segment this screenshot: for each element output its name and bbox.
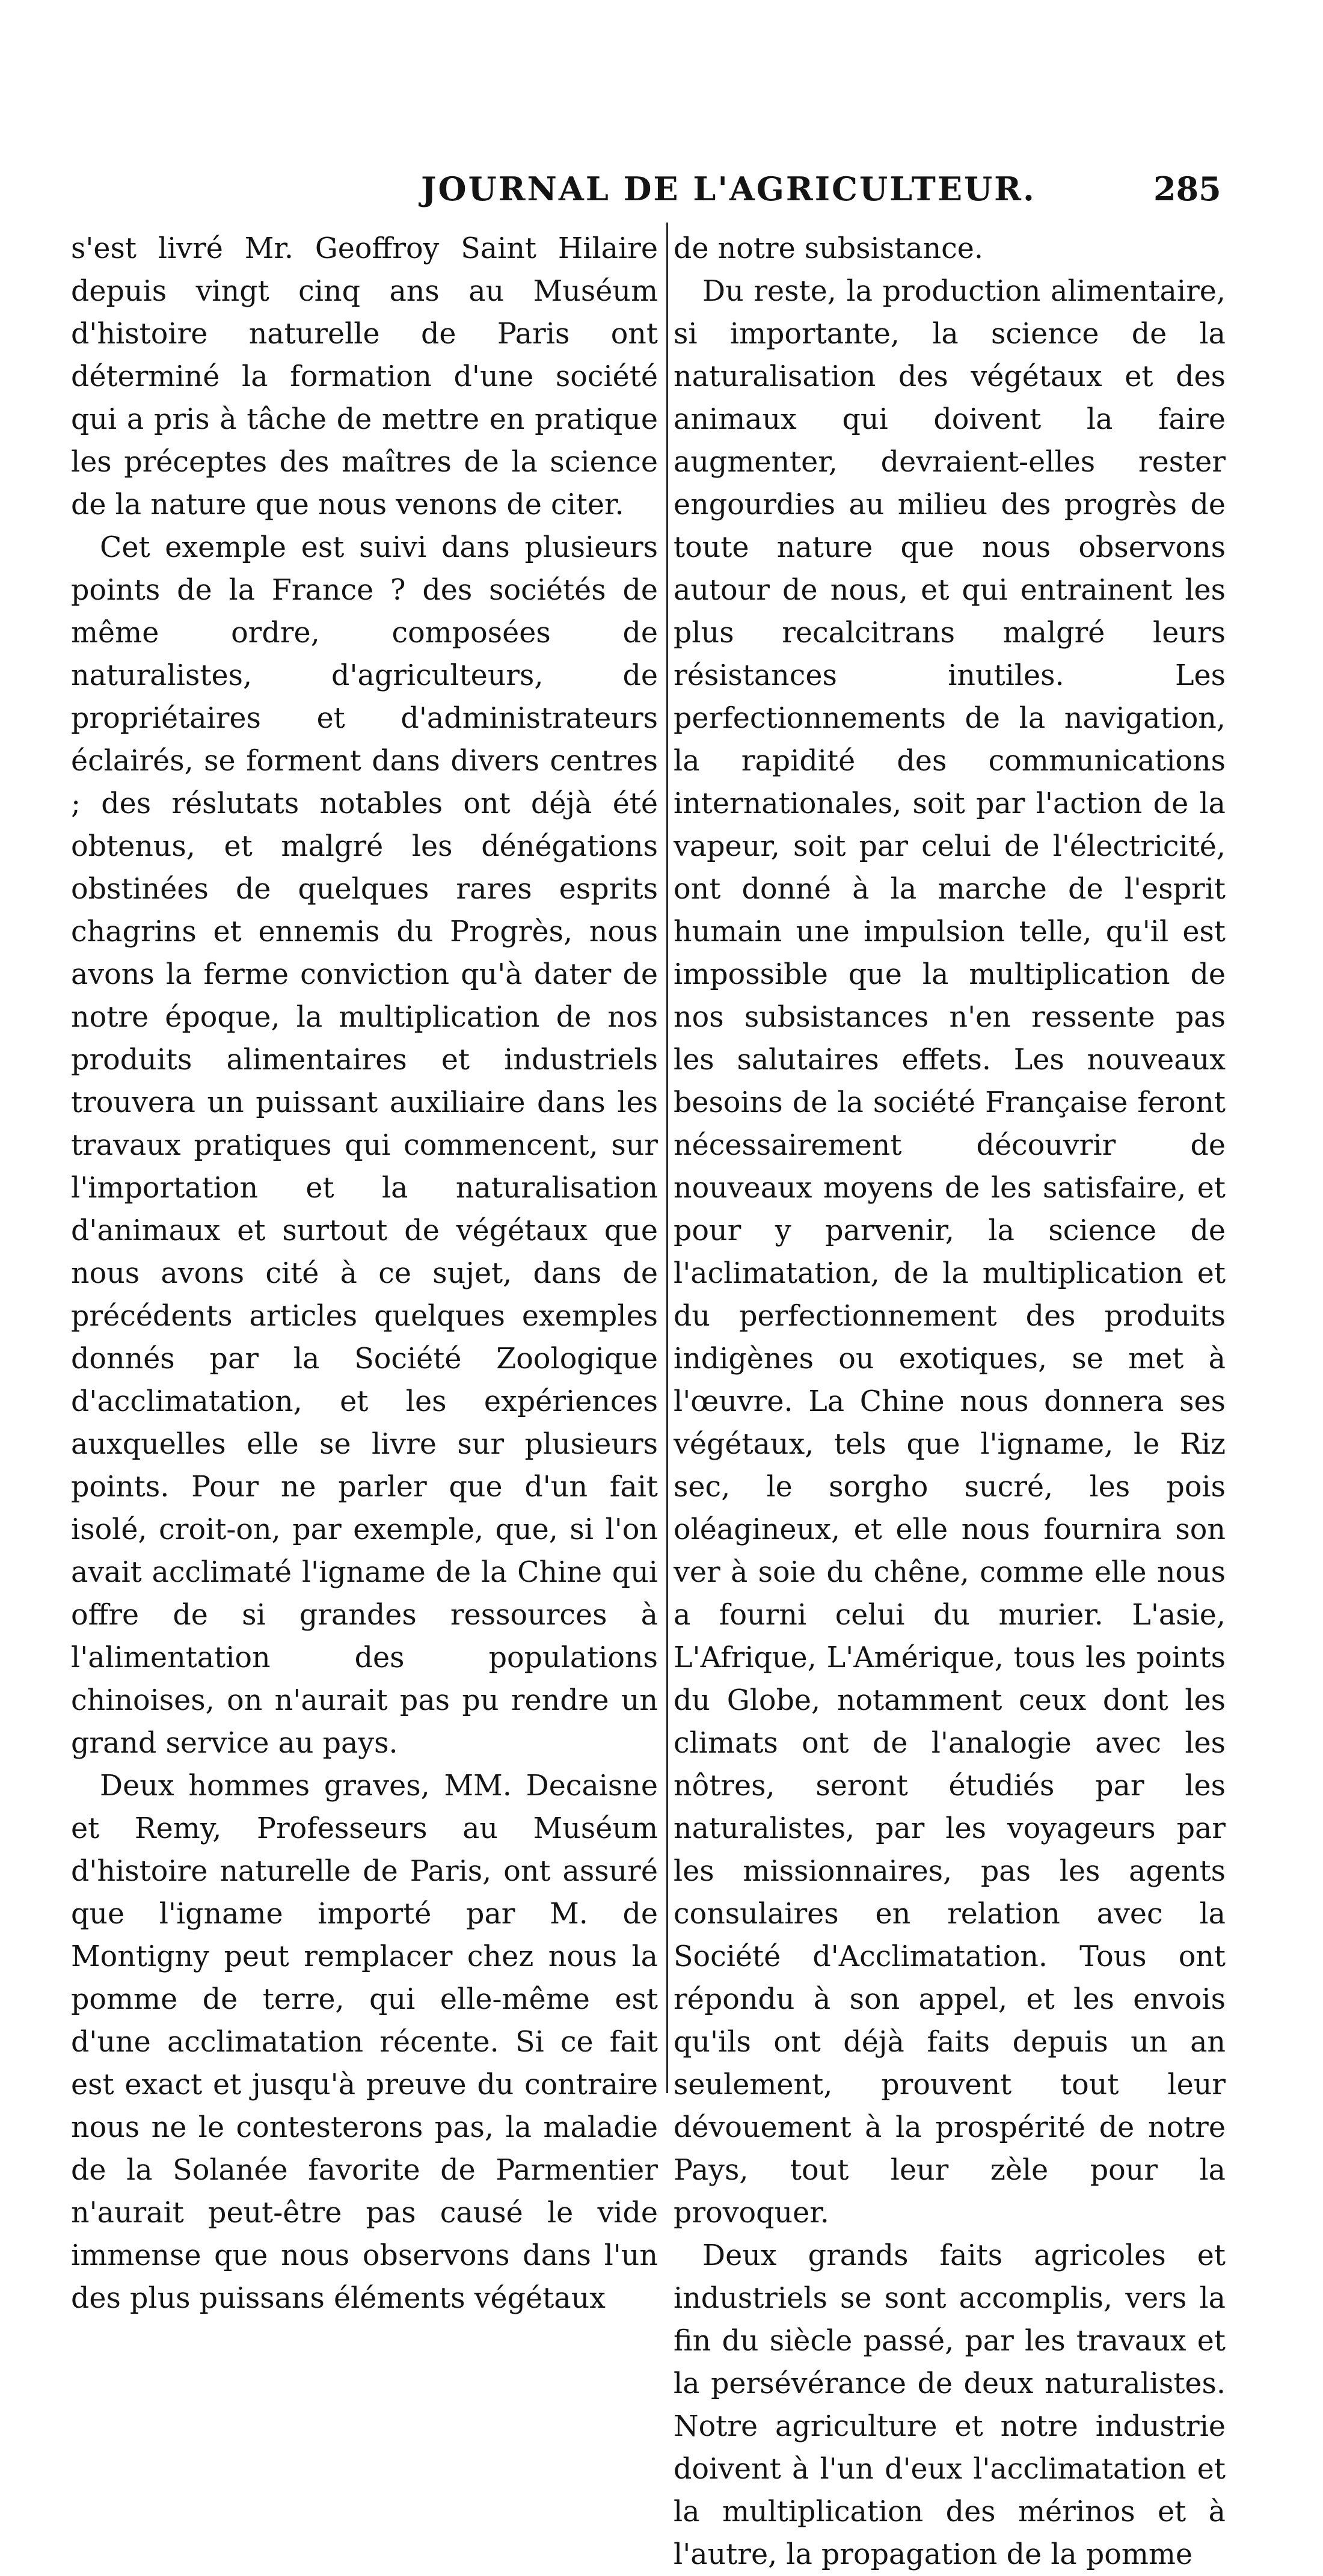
right-column: [674, 227, 1226, 2576]
paragraph: Deux hommes graves, MM. Decaisne et Remy, Professeurs au Muséum d'histoire naturelle de Paris, ont assuré que l'igname importé par M. de Montigny peut remplacer chez nous la pomme de terre, qui elle-même est d'une acclimatation récente. Si ce fait est exact et jusqu'à preuve du contraire nous ne le contesterons pas, la maladie de la Solanée favorite de Parmentier n'aurait peut-être pas causé le vide immense que nous observons dans l'un des plus puissans éléments végétaux: [71, 1769, 658, 2315]
paragraph: Cet exemple est suivi dans plusieurs points de la France ? des sociétés de même ordre, composées de naturalistes, d'agriculteurs, de propriétaires et d'administrateurs éclairés, se forment dans divers centres ; des réslutats notables ont déjà été obtenus, et malgré les dénégations obstinées de quelques rares esprits chagrins et ennemis du Progrès, nous avons la ferme conviction qu'à dater de notre époque, la multiplication de nos produits alimentaires et industriels trouvera un puissant auxiliaire dans les travaux pratiques qui commencent, sur l'importation et la naturalisation d'animaux et surtout de végétaux que nous avons cité à ce sujet, dans de précédents articles quelques exemples donnés par la Société Zoologique d'acclimatation, et les expériences auxquelles elle se livre sur plusieurs points. Pour ne parler que d'un fait isolé, croit-on, par exemple, que, si l'on avait acclimaté l'igname de la Chine qui offre de si grandes ressources à l'alimentation des populations chinoises, on n'aurait pas pu rendre un grand service au pays.: [71, 531, 658, 1760]
paragraph: Du reste, la production alimentaire, si importante, la science de la naturalisation des végétaux et des animaux qui doivent la faire augmenter, devraient-elles rester engourdies au milieu des progrès de toute nature que nous observons autour de nous, et qui entrainent les plus recalcitrans malgré leurs résistances inutiles. Les perfectionnements de la navigation, la rapidité des communications internationales, soit par l'action de la vapeur, soit par celui de l'électricité, ont donné à la marche de l'esprit humain une impulsion telle, qu'il est impossible que la multiplication de nos subsistances n'en ressente pas les salutaires effets. Les nouveaux besoins de la société Française feront nécessairement découvrir de nouveaux moyens de les satisfaire, et pour y parvenir, la science de l'aclimatation, de la multiplication et du perfectionnement des produits indigènes ou exotiques, se met à l'œuvre. La Chine nous donnera ses végétaux, tels que l'igname, le Riz sec, le sorgho sucré, les pois oléagineux, et elle nous fournira son ver à soie du chêne, comme elle nous a fourni celui du murier. L'asie, L'Afrique, L'Amérique, tous les points du Globe, notamment ceux dont les climats ont de l'analogie avec les nôtres, seront étudiés par les naturalistes, par les voyageurs par les missionnaires, pas les agents consulaires en relation avec la Société d'Acclimatation. Tous ont répondu à son appel, et les envois qu'ils ont déjà faits depuis un an seulement, prouvent tout leur dévouement à la prospérité de notre Pays, tout leur zèle pour la provoquer.: [674, 275, 1226, 2230]
paragraph: Deux grands faits agricoles et industriels se sont accomplis, vers la fin du siècle passé, par les travaux et la persévérance de deux naturalistes. Notre agriculture et notre industrie doivent à l'un d'eux l'acclimatation et la multiplication des mérinos et à l'autre, la propagation de la pomme: [674, 2239, 1226, 2571]
paragraph: s'est livré Mr. Geoffroy Saint Hilaire depuis vingt cinq ans au Muséum d'histoire naturelle de Paris ont déterminé la formation d'une société qui a pris à tâche de mettre en pratique les préceptes des maîtres de la science de la nature que nous venons de citer.: [71, 232, 658, 521]
running-title: JOURNAL DE L'AGRICULTEUR.: [421, 170, 1036, 208]
left-column: [71, 227, 658, 2320]
column-divider: [666, 223, 668, 2093]
paragraph: de notre subsistance.: [674, 232, 983, 265]
page-number: 285: [1153, 170, 1221, 208]
